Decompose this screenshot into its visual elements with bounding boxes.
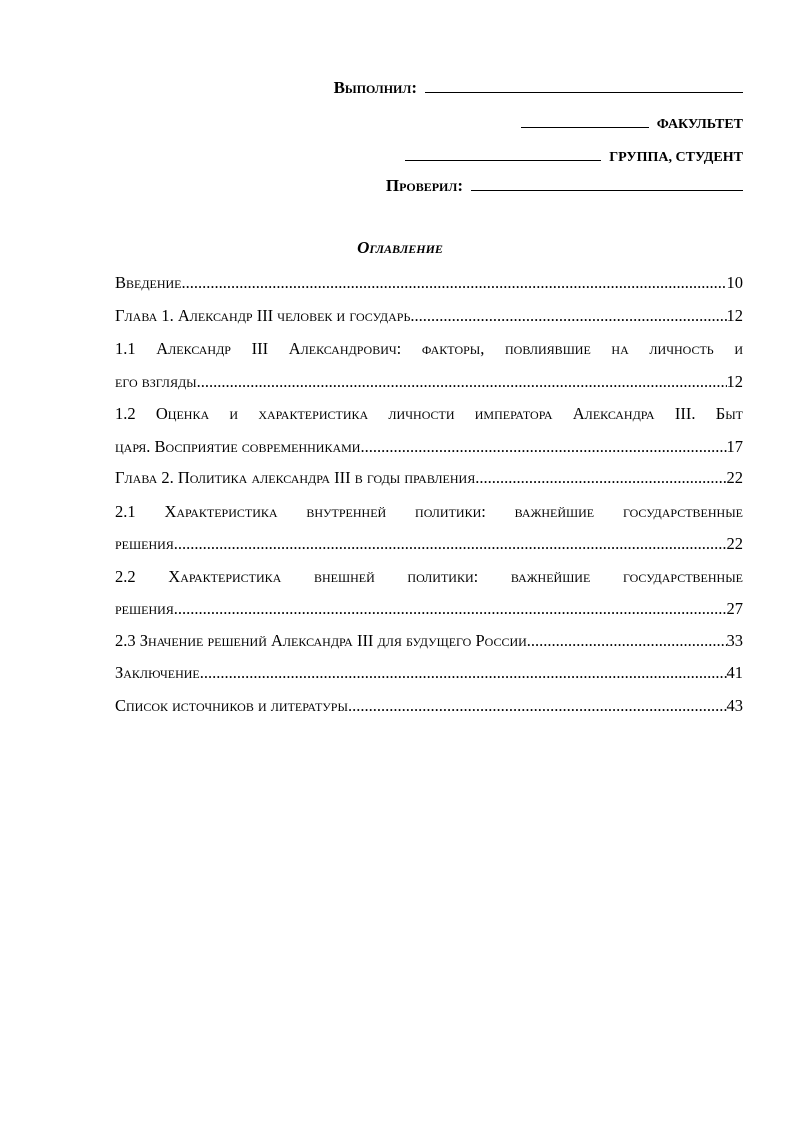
toc-entry-text: Заключение [115, 663, 200, 682]
dot-leader [527, 626, 727, 656]
group-student-row [405, 145, 743, 166]
toc-entry-line [115, 626, 743, 659]
toc-entry [115, 561, 743, 626]
toc-entry-first-line: 2.1 Характеристика внутренней политики: важнейшие государственные [115, 501, 743, 521]
toc-entry [115, 626, 743, 659]
dot-leader [360, 431, 726, 464]
group-student-label: ГРУППА, СТУДЕНТ [609, 150, 743, 165]
dot-leader [200, 658, 727, 688]
dot-leader [197, 366, 727, 399]
toc-page-number: 17 [726, 436, 743, 456]
toc-entry [115, 333, 743, 398]
dot-leader [475, 463, 726, 493]
toc-entry-line [115, 691, 743, 724]
group-blank-line [405, 145, 601, 161]
toc-title: Оглавление [357, 238, 443, 257]
dot-leader [174, 593, 727, 626]
toc-page-number: 10 [726, 273, 743, 292]
toc-page-number: 41 [726, 663, 743, 682]
toc-entry-text: Введение [115, 273, 182, 292]
dot-leader [410, 301, 726, 331]
table-of-contents [115, 268, 743, 723]
toc-entry-first-line: 2.2 Характеристика внешней политики: важнейшие государственные [115, 566, 743, 586]
toc-entry [115, 658, 743, 691]
toc-entry-text: Глава 1. Александр III человек и государь [115, 305, 411, 325]
toc-entry [115, 398, 743, 463]
faculty-label: ФАКУЛЬТЕТ [656, 117, 743, 132]
toc-entry-line [115, 301, 743, 334]
toc-entry-line [115, 593, 743, 626]
toc-entry [115, 691, 743, 724]
checked-by-label: Проверил: [385, 176, 463, 195]
dot-leader [348, 691, 727, 721]
toc-entry-text: его взгляды [115, 371, 197, 391]
toc-page-number: 12 [726, 371, 743, 391]
toc-entry-text: решения [115, 599, 174, 618]
checked-by-row [386, 175, 743, 196]
toc-entry-first-line: 1.1 Александр III Александрович: факторы, повлиявшие на личность и [115, 339, 743, 358]
toc-entry [115, 496, 743, 561]
toc-entry [115, 463, 743, 496]
toc-page-number: 22 [726, 534, 743, 553]
faculty-blank-line [521, 112, 649, 128]
toc-entry-text: 2.3 Значение решений Александра III для будущего России [115, 630, 527, 650]
toc-entry-text: Список источников и литературы [115, 695, 348, 715]
toc-entry [115, 301, 743, 334]
toc-entry-line [115, 528, 743, 561]
toc-entry-line [115, 431, 743, 464]
toc-entry-line [115, 658, 743, 691]
toc-page-number: 27 [726, 599, 743, 618]
toc-entry-line [115, 268, 743, 301]
checked-by-blank-line [471, 175, 743, 191]
completed-by-blank-line [425, 77, 743, 93]
toc-entry-text: Глава 2. Политика александра III в годы правления [115, 468, 476, 487]
completed-by-row [334, 77, 743, 98]
toc-page-number: 33 [726, 630, 743, 650]
toc-entry-text: царя. Восприятие современниками [115, 436, 361, 456]
toc-page-number: 22 [726, 468, 743, 487]
toc-page-number: 12 [726, 305, 743, 325]
faculty-row [521, 112, 743, 133]
dot-leader [174, 528, 727, 561]
completed-by-label: Выполнил: [333, 78, 417, 97]
toc-entry-text: решения [115, 534, 174, 553]
toc-entry-line [115, 366, 743, 399]
dot-leader [182, 268, 727, 298]
toc-entry-first-line: 1.2 Оценка и характеристика личности императора Александра III. Быт [115, 404, 743, 423]
toc-entry [115, 268, 743, 301]
toc-page-number: 43 [726, 695, 743, 715]
toc-entry-line [115, 463, 743, 496]
